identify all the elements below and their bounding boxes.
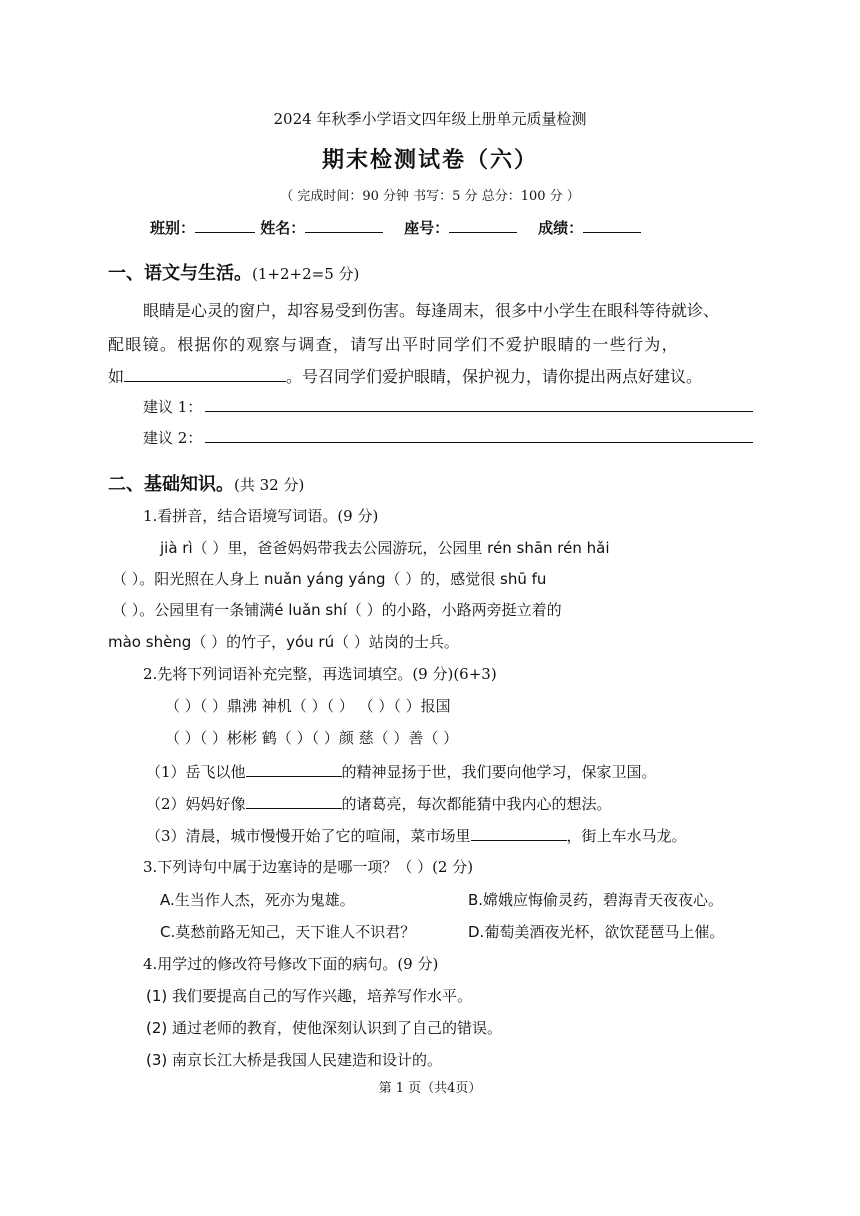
q4-title: 4.用学过的修改符号修改下面的病句。(9 分) — [143, 955, 439, 973]
q4-sentence3: (3) 南京长江大桥是我国人民建造和设计的。 — [146, 1051, 443, 1069]
q2-s2-suffix: 的诸葛亮，每次都能猜中我内心的想法。 — [341, 795, 612, 813]
q3-option-d: D.葡萄美酒夜光杯，欲饮琵琶马上催。 — [468, 923, 725, 941]
exam-subtitle: 2024 年秋季小学语文四年级上册单元质量检测 — [273, 110, 587, 128]
behavior-blank[interactable] — [124, 365, 286, 382]
q2-s3-suffix: ，街上车水马龙。 — [566, 827, 687, 845]
p3-suffix: 。号召同学们爱护眼睛，保护视力，请你提出两点好建议。 — [286, 367, 703, 386]
q2-s1-suffix: 的精神显扬于世，我们要向他学习，保家卫国。 — [341, 763, 657, 781]
q3-option-b: B.嫦娥应悔偷灵药，碧海青天夜夜心。 — [468, 891, 724, 909]
q2-title: 2.先将下列词语补充完整，再选词填空。(9 分)(6+3) — [143, 665, 497, 683]
seat-label: 座号： — [404, 219, 450, 237]
q2-s1-blank[interactable] — [246, 760, 342, 777]
section1-heading — [108, 259, 359, 285]
q2-s3-blank[interactable] — [471, 824, 567, 841]
section1-paragraph-line2: 配眼镜。根据你的观察与调查，请写出平时同学们不爱护眼睛的一些行为， — [108, 335, 679, 354]
suggestion1-line[interactable] — [205, 411, 753, 412]
q1-line1: jià rì（ ）里，爸爸妈妈带我去公园游玩，公园里 rén shān rén hǎi — [160, 539, 610, 557]
q2-sentence3 — [146, 824, 687, 846]
section1-title: 一、语文与生活。 — [108, 263, 252, 284]
score-label: 成绩： — [538, 219, 584, 237]
suggestion2-line[interactable] — [205, 442, 753, 443]
suggestion2-label: 建议 2： — [143, 429, 203, 447]
q2-s2-blank[interactable] — [246, 792, 342, 809]
name-field[interactable] — [305, 216, 383, 233]
seat-field[interactable] — [449, 216, 517, 233]
q4-sentence2: (2) 通过老师的教育，使他深刻认识到了自己的错误。 — [146, 1019, 503, 1037]
section2-title: 二、基础知识。 — [108, 474, 234, 495]
q4-sentence1: (1) 我们要提高自己的写作兴趣，培养写作水平。 — [146, 987, 473, 1005]
q3-title: 3.下列诗句中属于边塞诗的是哪一项？（ ）(2 分) — [143, 858, 474, 876]
q2-s1-prefix: （1）岳飞以他 — [146, 763, 246, 781]
suggestion1-label: 建议 1： — [143, 398, 203, 416]
q2-s2-prefix: （2）妈妈好像 — [146, 795, 246, 813]
q1-line2: （ ）。阳光照在人身上 nuǎn yáng yáng（ ）的，感觉很 shū fu — [112, 570, 547, 588]
page-footer: 第 1 页（共4页） — [378, 1081, 482, 1096]
section1-paragraph-line3 — [108, 364, 702, 387]
exam-title: 期末检测试卷（六） — [321, 148, 538, 173]
section2-points: (共 32 分) — [234, 476, 305, 494]
q2-row1: （ ）（ ）鼎沸 神机（ ）（ ） （ ）（ ）报国 — [165, 697, 451, 715]
q1-line4: mào shèng（ ）的竹子，yóu rú（ ）站岗的士兵。 — [108, 633, 459, 651]
q3-option-a: A.生当作人杰，死亦为鬼雄。 — [160, 891, 355, 909]
section1-paragraph-line1: 眼睛是心灵的窗户，却容易受到伤害。每逢周末，很多中小学生在眼科等待就诊、 — [143, 301, 720, 320]
exam-info: （ 完成时间：90 分钟 书写：5 分 总分：100 分 ） — [280, 189, 580, 204]
class-label: 班别： — [150, 219, 196, 237]
name-label: 姓名： — [260, 219, 306, 237]
q2-row2: （ ）（ ）彬彬 鹤（ ）（ ）颜 慈（ ）善（ ） — [165, 729, 459, 747]
class-field[interactable] — [195, 216, 255, 233]
p3-prefix: 如 — [108, 367, 125, 386]
q1-line3: （ ）。公园里有一条铺满é luǎn shí（ ）的小路，小路两旁挺立着的 — [112, 601, 562, 619]
student-fields — [150, 216, 641, 238]
score-field[interactable] — [583, 216, 641, 233]
q2-sentence1 — [146, 760, 657, 782]
section2-heading — [108, 470, 304, 496]
q3-option-c: C.莫愁前路无知己，天下谁人不识君？ — [160, 923, 416, 941]
section1-points: (1+2+2=5 分) — [252, 265, 360, 283]
q2-sentence2 — [146, 792, 612, 814]
q1-title: 1.看拼音，结合语境写词语。(9 分) — [143, 507, 379, 525]
q2-s3-prefix: （3）清晨，城市慢慢开始了它的喧闹，菜市场里 — [146, 827, 471, 845]
